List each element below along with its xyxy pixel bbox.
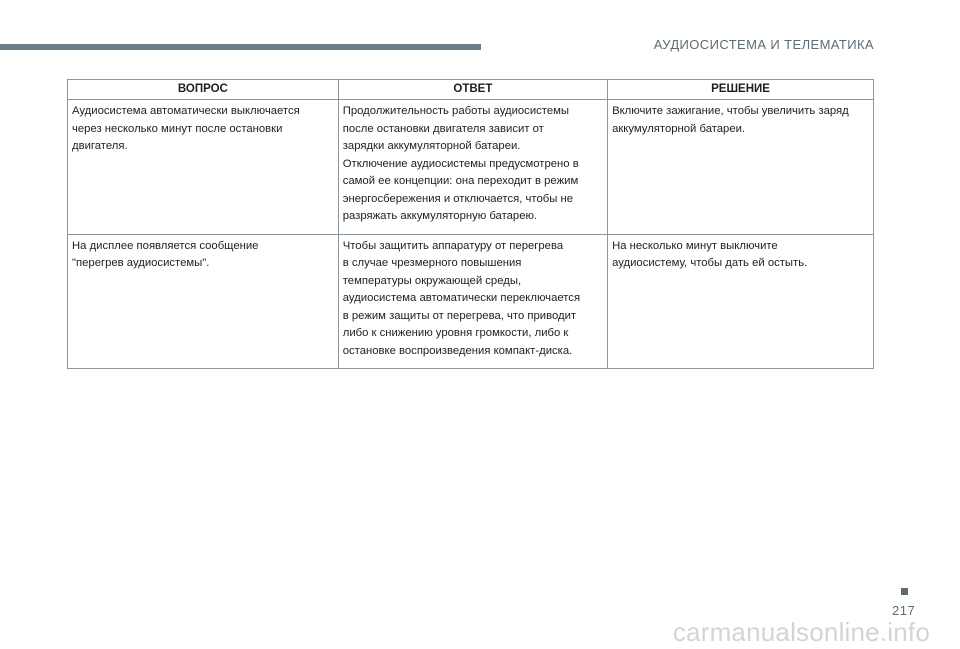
troubleshooting-table bbox=[67, 79, 874, 369]
column-header-solution: РЕШЕНИЕ bbox=[608, 80, 874, 100]
header-accent-bar bbox=[0, 44, 481, 50]
answer-cell: Продолжительность работы аудиосистемы после остановки двигателя зависит от зарядки аккумуляторной батареи. Отключение аудиосистемы предусмотрено в самой ее концепции: она переходит в режим энергосбережения и отключается, чтобы не разряжать аккумуляторную батарею. bbox=[338, 100, 607, 235]
table-row bbox=[68, 234, 874, 369]
section-title: АУДИОСИСТЕМА И ТЕЛЕМАТИКА bbox=[653, 37, 874, 52]
column-header-question: ВОПРОС bbox=[68, 80, 339, 100]
table-row bbox=[68, 100, 874, 235]
watermark: carmanualsonline.info bbox=[672, 617, 930, 647]
page-marker-square bbox=[901, 588, 908, 595]
column-header-answer: ОТВЕТ bbox=[338, 80, 607, 100]
answer-cell: Чтобы защитить аппаратуру от перегрева в случае чрезмерного повышения температуры окружающей среды, аудиосистема автоматически переключается в режим защиты от перегрева, что приводит либо к снижению уровня громкости, либо к остановке воспроизведения компакт-диска. bbox=[338, 234, 607, 369]
question-cell: На дисплее появляется сообщение "перегрев аудиосистемы". bbox=[68, 234, 339, 369]
question-cell: Аудиосистема автоматически выключается через несколько минут после остановки двигателя. bbox=[68, 100, 339, 235]
table-header-row bbox=[68, 80, 874, 100]
page-number: 217 bbox=[892, 603, 916, 618]
solution-cell: На несколько минут выключите аудиосистему, чтобы дать ей остыть. bbox=[608, 234, 874, 369]
solution-cell: Включите зажигание, чтобы увеличить заряд аккумуляторной батареи. bbox=[608, 100, 874, 235]
